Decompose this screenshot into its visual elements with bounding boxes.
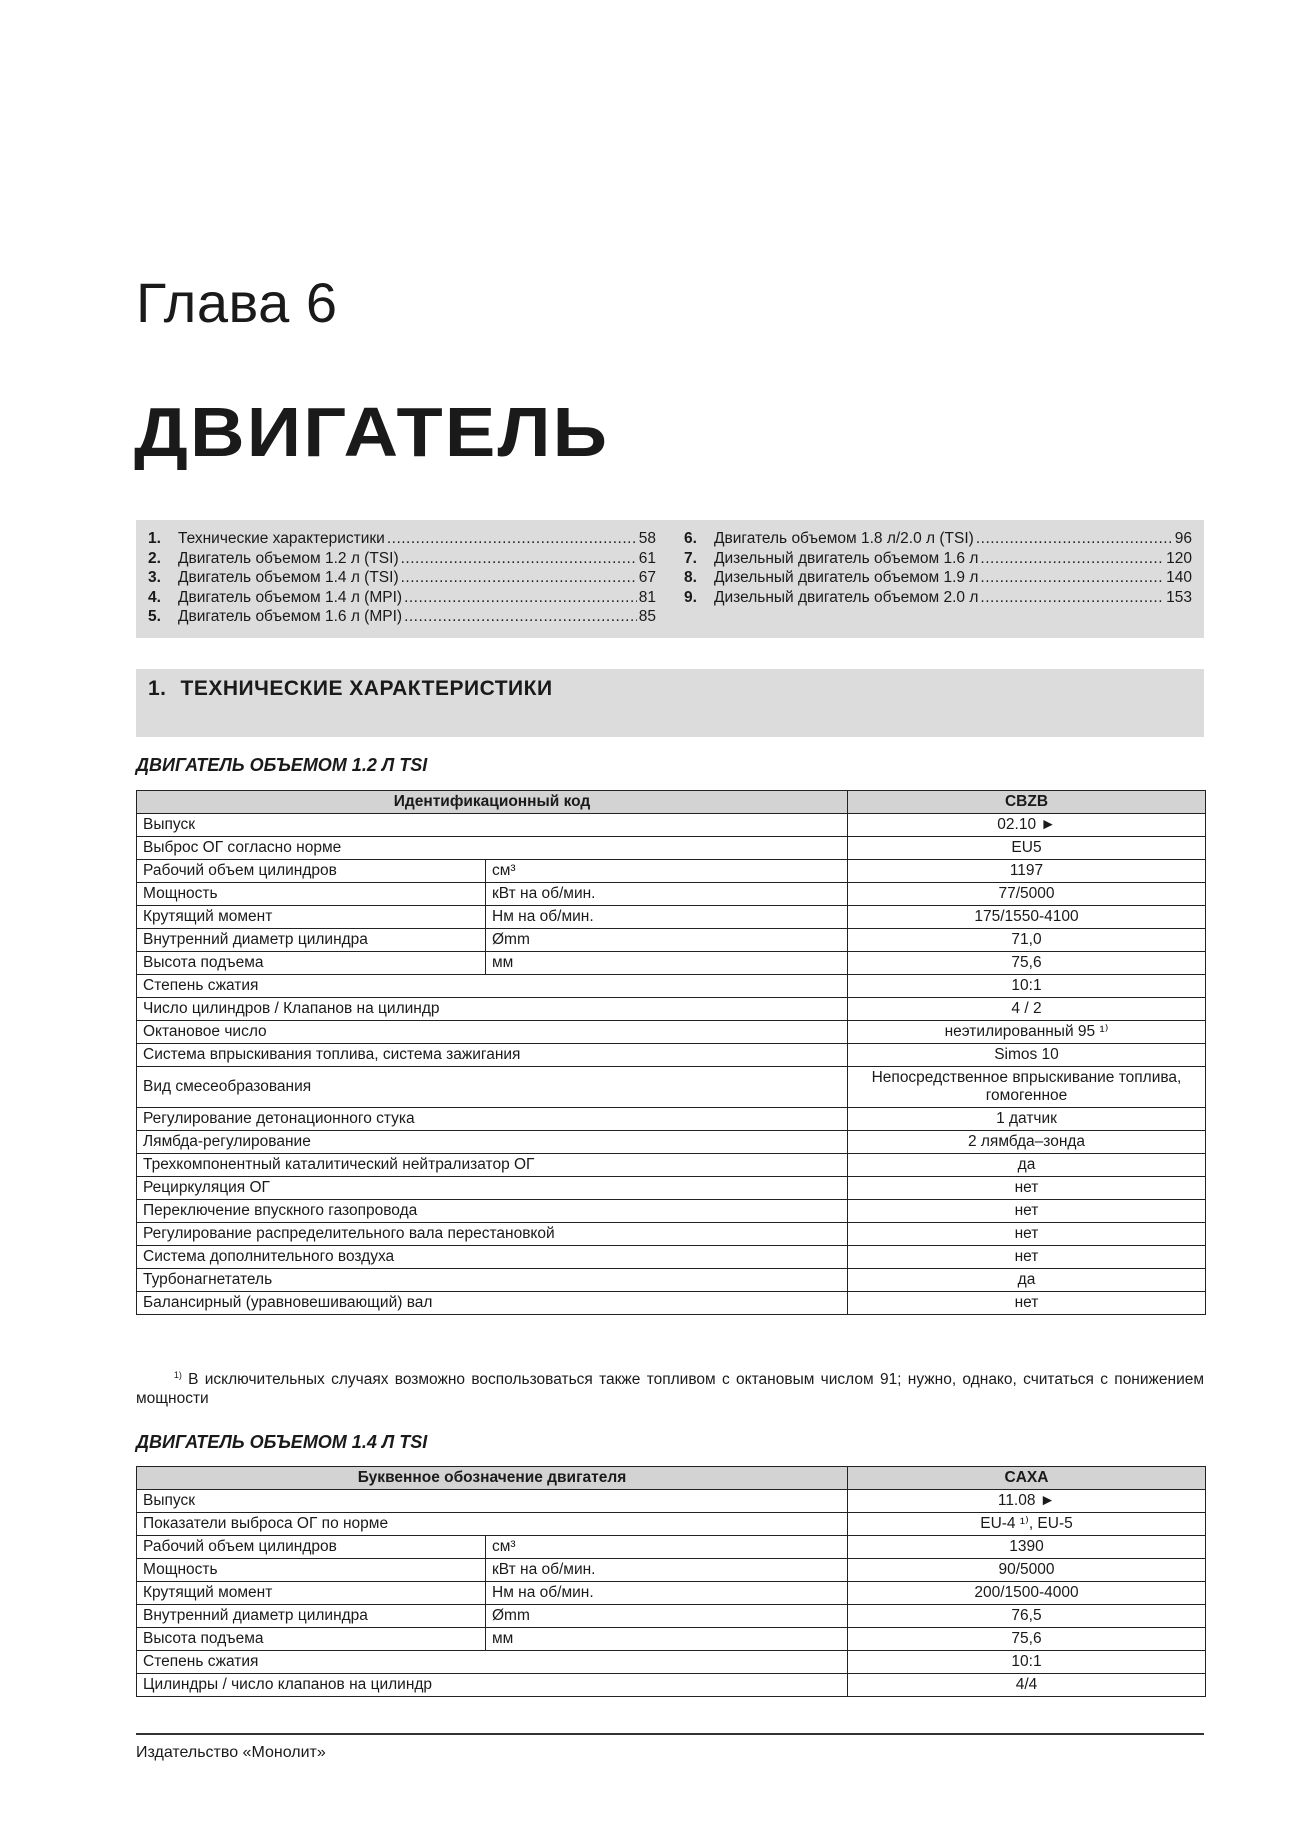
toc-item-label: Двигатель объемом 1.4 л (TSI): [178, 569, 399, 586]
toc-item-number: 8.: [684, 569, 697, 586]
footnote-mark: 1): [173, 1370, 182, 1380]
spec-label: Выброс ОГ согласно норме: [137, 837, 848, 860]
toc-leader-dots: [980, 549, 1164, 569]
spec-label: Внутренний диаметр цилиндра: [137, 929, 486, 952]
footer-divider: [136, 1733, 1204, 1735]
toc-item-label: Дизельный двигатель объемом 1.6 л: [714, 549, 979, 567]
table-row: [137, 1223, 1206, 1246]
spec-value: 1390: [848, 1536, 1206, 1559]
spec-value: 2 лямбда–зонда: [848, 1131, 1206, 1154]
table-row: [137, 952, 1206, 975]
spec-label: Регулирование распределительного вала перестановкой: [137, 1223, 848, 1246]
table-row: [137, 1154, 1206, 1177]
spec-label: Балансирный (уравновешивающий) вал: [137, 1292, 848, 1315]
spec-value: нет: [848, 1223, 1206, 1246]
table-row: [137, 1651, 1206, 1674]
spec-label: Высота подъема: [137, 1628, 486, 1651]
toc-item-page: 120: [1166, 549, 1192, 567]
toc-leader-dots: [401, 549, 637, 569]
toc-item-page: 153: [1166, 588, 1192, 606]
engine2-heading: ДВИГАТЕЛЬ ОБЪЕМОМ 1.4 Л TSI: [136, 1432, 428, 1452]
spec-unit: мм: [486, 1628, 848, 1651]
table-row: [137, 1674, 1206, 1697]
spec-value: 75,6: [848, 1628, 1206, 1651]
spec-label: Трехкомпонентный каталитический нейтрализатор ОГ: [137, 1154, 848, 1177]
toc-item: [148, 607, 656, 627]
table-row: [137, 1490, 1206, 1513]
spec-value: нет: [848, 1177, 1206, 1200]
spec-value: 11.08 ►: [848, 1490, 1206, 1513]
table-row: [137, 1582, 1206, 1605]
spec-value: 1 датчик: [848, 1108, 1206, 1131]
table-row: [137, 1131, 1206, 1154]
toc-item: [684, 588, 1192, 608]
table-row: [137, 975, 1206, 998]
table-row: [137, 998, 1206, 1021]
spec-value: 4 / 2: [848, 998, 1206, 1021]
table-header-row: [137, 791, 1206, 814]
toc-item-number: 3.: [148, 569, 161, 586]
toc-item-page: 58: [638, 530, 656, 547]
table-row: [137, 929, 1206, 952]
toc-item-label: Дизельный двигатель объемом 1.9 л: [714, 569, 979, 586]
table-row: [137, 814, 1206, 837]
toc-item-label: Двигатель объемом 1.4 л (MPI): [178, 588, 403, 606]
toc-item-label: Двигатель объемом 1.6 л (MPI): [178, 608, 403, 625]
spec-value: нет: [848, 1292, 1206, 1315]
table-row: [137, 1536, 1206, 1559]
toc-item-number: 5.: [148, 608, 161, 625]
spec-value: EU-4 ¹⁾, EU-5: [848, 1513, 1206, 1536]
spec-label: Выпуск: [137, 814, 848, 837]
spec-label: Степень сжатия: [137, 975, 848, 998]
toc-leader-dots: [980, 568, 1164, 588]
spec-value: 77/5000: [848, 883, 1206, 906]
table-row: [137, 1246, 1206, 1269]
toc-item: [148, 568, 656, 588]
spec-value: 200/1500-4000: [848, 1582, 1206, 1605]
toc-left-column: [148, 529, 656, 638]
spec-value: да: [848, 1269, 1206, 1292]
spec-label: Рециркуляция ОГ: [137, 1177, 848, 1200]
spec-label: Внутренний диаметр цилиндра: [137, 1605, 486, 1628]
spec-label: Крутящий момент: [137, 906, 486, 929]
spec-label: Крутящий момент: [137, 1582, 486, 1605]
toc-item-page: 140: [1166, 569, 1192, 586]
spec-value: нет: [848, 1246, 1206, 1269]
toc-leader-dots: [401, 568, 637, 588]
engine1-heading: ДВИГАТЕЛЬ ОБЪЕМОМ 1.2 Л TSI: [136, 755, 428, 775]
spec-value: 10:1: [848, 975, 1206, 998]
toc-item-label: Дизельный двигатель объемом 2.0 л: [714, 588, 979, 606]
table-row: [137, 837, 1206, 860]
table-row: [137, 1177, 1206, 1200]
table-row: [137, 1200, 1206, 1223]
table-row: [137, 1021, 1206, 1044]
spec-unit: см³: [486, 1536, 848, 1559]
table-header-row: [137, 1467, 1206, 1490]
spec-value: да: [848, 1154, 1206, 1177]
spec-label: Показатели выброса ОГ по норме: [137, 1513, 848, 1536]
table-row: [137, 1513, 1206, 1536]
table-row: [137, 860, 1206, 883]
toc-item: [148, 588, 656, 608]
engine1-spec-table: [136, 790, 1206, 1315]
table-row: [137, 1067, 1206, 1108]
spec-label: Выпуск: [137, 1490, 848, 1513]
header-label: Идентификационный код: [137, 791, 848, 814]
section-title: ТЕХНИЧЕСКИЕ ХАРАКТЕРИСТИКИ: [180, 677, 553, 700]
toc-item-number: 7.: [684, 549, 697, 567]
engine2-spec-table: [136, 1466, 1206, 1697]
footnote: [136, 1366, 1204, 1408]
chapter-title: ДВИГАТЕЛЬ: [134, 393, 610, 471]
toc-leader-dots: [976, 529, 1173, 549]
spec-label: Цилиндры / число клапанов на цилиндр: [137, 1674, 848, 1697]
table-row: [137, 1292, 1206, 1315]
spec-label: Мощность: [137, 883, 486, 906]
toc-item-page: 67: [638, 569, 656, 586]
spec-label: Степень сжатия: [137, 1651, 848, 1674]
toc-item: [684, 549, 1192, 569]
toc-leader-dots: [404, 607, 637, 627]
toc-item-number: 9.: [684, 588, 697, 606]
spec-unit: Ømm: [486, 1605, 848, 1628]
header-value: CAXA: [848, 1467, 1206, 1490]
toc-leader-dots: [980, 588, 1164, 608]
toc-item-number: 2.: [148, 549, 161, 567]
spec-value: 10:1: [848, 1651, 1206, 1674]
table-row: [137, 1605, 1206, 1628]
spec-label: Число цилиндров / Клапанов на цилиндр: [137, 998, 848, 1021]
spec-unit: кВт на об/мин.: [486, 883, 848, 906]
spec-value: 71,0: [848, 929, 1206, 952]
toc-leader-dots: [404, 588, 637, 608]
spec-label: Переключение впускного газопровода: [137, 1200, 848, 1223]
spec-label: Регулирование детонационного стука: [137, 1108, 848, 1131]
table-row: [137, 1108, 1206, 1131]
chapter-number: Глава 6: [136, 271, 338, 334]
toc-item-number: 1.: [148, 530, 161, 547]
section-number: 1.: [148, 677, 167, 700]
toc-item-label: Двигатель объемом 1.2 л (TSI): [178, 549, 399, 567]
table-row: [137, 1628, 1206, 1651]
spec-unit: см³: [486, 860, 848, 883]
spec-label: Октановое число: [137, 1021, 848, 1044]
footnote-text: В исключительных случаях возможно воспользоваться также топливом с октановым числом 91; нужно, однако, считаться с понижением мощности: [136, 1371, 1205, 1408]
toc-item-page: 61: [638, 549, 656, 567]
table-of-contents: [136, 520, 1204, 638]
spec-unit: Нм на об/мин.: [486, 906, 848, 929]
spec-value: Непосредственное впрыскивание топлива, гомогенное: [848, 1067, 1206, 1108]
header-value: CBZB: [848, 791, 1206, 814]
publisher-footer: Издательство «Монолит»: [136, 1744, 326, 1761]
spec-label: Мощность: [137, 1559, 486, 1582]
toc-leader-dots: [387, 529, 637, 549]
table-row: [137, 906, 1206, 929]
spec-unit: кВт на об/мин.: [486, 1559, 848, 1582]
spec-label: Система впрыскивания топлива, система зажигания: [137, 1044, 848, 1067]
header-label: Буквенное обозначение двигателя: [137, 1467, 848, 1490]
toc-item-label: Технические характеристики: [178, 530, 385, 547]
spec-label: Турбонагнетатель: [137, 1269, 848, 1292]
spec-unit: Ømm: [486, 929, 848, 952]
table-row: [137, 1559, 1206, 1582]
table-row: [137, 883, 1206, 906]
spec-unit: мм: [486, 952, 848, 975]
spec-value: EU5: [848, 837, 1206, 860]
toc-right-column: [684, 529, 1192, 638]
spec-value: 76,5: [848, 1605, 1206, 1628]
toc-item: [148, 529, 656, 549]
toc-item-page: 85: [638, 608, 656, 625]
spec-value: нет: [848, 1200, 1206, 1223]
spec-label: Система дополнительного воздуха: [137, 1246, 848, 1269]
spec-value: 75,6: [848, 952, 1206, 975]
spec-label: Лямбда-регулирование: [137, 1131, 848, 1154]
spec-value: 90/5000: [848, 1559, 1206, 1582]
spec-value: 02.10 ►: [848, 814, 1206, 837]
toc-item-number: 6.: [684, 530, 697, 547]
spec-value: 1197: [848, 860, 1206, 883]
spec-value: 175/1550-4100: [848, 906, 1206, 929]
toc-item-page: 81: [638, 588, 656, 606]
spec-label: Вид смесеобразования: [137, 1067, 848, 1108]
spec-label: Рабочий объем цилиндров: [137, 860, 486, 883]
spec-value: 4/4: [848, 1674, 1206, 1697]
spec-unit: Нм на об/мин.: [486, 1582, 848, 1605]
toc-item-label: Двигатель объемом 1.8 л/2.0 л (TSI): [714, 530, 974, 547]
spec-value: Simos 10: [848, 1044, 1206, 1067]
toc-item-page: 96: [1174, 530, 1192, 547]
toc-item: [684, 568, 1192, 588]
spec-label: Высота подъема: [137, 952, 486, 975]
toc-item: [684, 529, 1192, 549]
spec-label: Рабочий объем цилиндров: [137, 1536, 486, 1559]
table-row: [137, 1269, 1206, 1292]
toc-item-number: 4.: [148, 588, 161, 606]
section-heading: [136, 669, 1204, 737]
spec-value: неэтилированный 95 ¹⁾: [848, 1021, 1206, 1044]
table-row: [137, 1044, 1206, 1067]
toc-item: [148, 549, 656, 569]
